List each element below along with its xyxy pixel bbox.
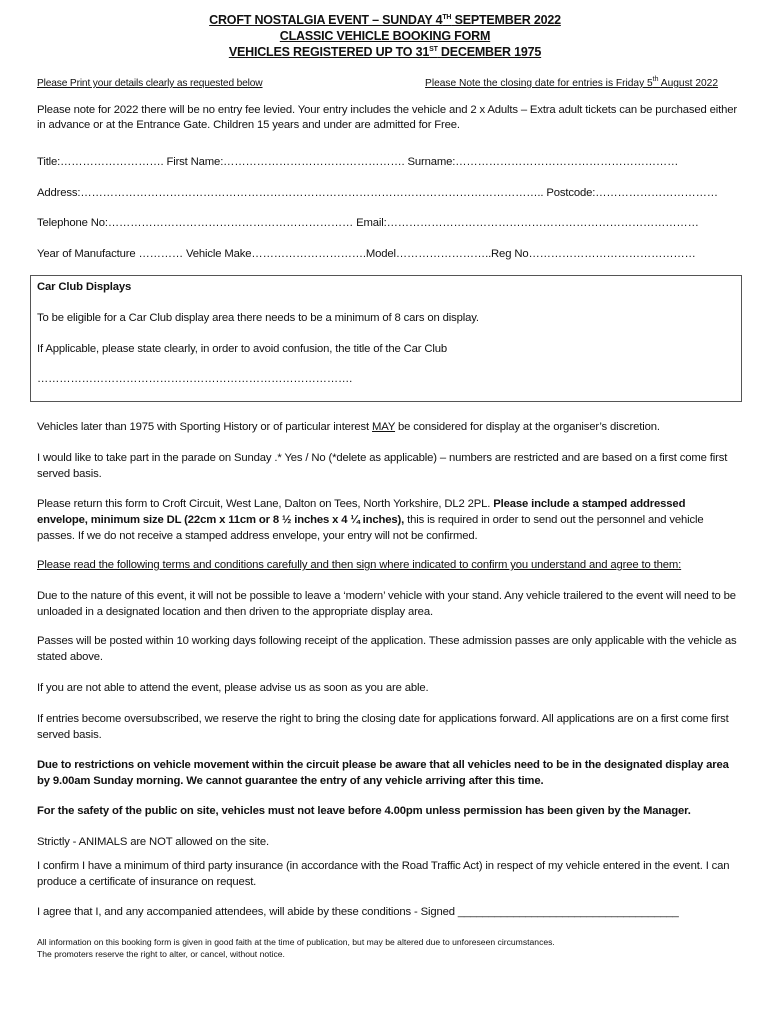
- not-able-term: If you are not able to attend the event, please advise us as soon as you are able.: [37, 682, 429, 694]
- car-club-title-field[interactable]: ………………………………………………………………………….: [37, 373, 353, 385]
- parade-option: I would like to take part in the parade on Sunday .* Yes / No (*delete as applicable) – numbers are restricted and are based on a first come first served basis.: [37, 452, 728, 480]
- later-vehicles-note: Vehicles later than 1975 with Sporting History or of particular interest MAY be considered for display at the organiser’s discretion.: [37, 421, 660, 433]
- signature-line[interactable]: I agree that I, and any accompanied attendees, will abide by these conditions - Signed ____________________________________: [37, 906, 679, 918]
- name-fields-line[interactable]: Title:………………………. First Name:…………………………………………. Surname:……………………………………………………: [37, 156, 679, 168]
- car-club-heading: Car Club Displays: [37, 281, 132, 293]
- contact-fields-line[interactable]: Telephone No:………………………………………………………… Email:…………………………………………………………………………: [37, 217, 699, 229]
- form-title: CLASSIC VEHICLE BOOKING FORM: [279, 29, 491, 43]
- registration-cutoff: VEHICLES REGISTERED UP TO 31ST DECEMBER 1975: [228, 45, 542, 59]
- print-clearly-note: Please Print your details clearly as requested below: [37, 78, 263, 89]
- event-title: CROFT NOSTALGIA EVENT – SUNDAY 4TH SEPTEMBER 2022: [209, 13, 561, 27]
- footer-disclaimer: All information on this booking form is given in good faith at the time of publication, but may be altered due to unforeseen circumstances.: [37, 937, 555, 947]
- car-club-eligibility: To be eligible for a Car Club display area there needs to be a minimum of 8 cars on display.: [37, 312, 479, 324]
- car-club-applicable: If Applicable, please state clearly, in order to avoid confusion, the title of the Car Club: [37, 343, 448, 355]
- safety-term: For the safety of the public on site, vehicles must not leave before 4.00pm unless permission has been given by the Manager.: [37, 805, 691, 817]
- passes-term: Passes will be posted within 10 working days following receipt of the application. These admission passes are only applicable with the vehicle as stated above.: [37, 635, 737, 663]
- address-fields-line[interactable]: Address:…………………………………………………………………………………………………………….. Postcode:……………………………: [37, 187, 718, 199]
- insurance-term: I confirm I have a minimum of third party insurance (in accordance with the Road Traffic Act) in respect of my vehicle entered in the event. I can produce a certificate of insurance on request.: [37, 860, 730, 888]
- animals-term: Strictly - ANIMALS are NOT allowed on the site.: [37, 836, 269, 848]
- entry-fee-note: Please note for 2022 there will be no entry fee levied. Your entry includes the vehicle and 2 x Adults – Extra adult tickets can be purchased either in advance or at the Entrance Gate. Children 15 years and under are admitted for Free.: [37, 104, 737, 131]
- modern-vehicle-term: Due to the nature of this event, it will not be possible to leave a ‘modern’ vehicle with your stand. Any vehicle trailered to the event will need to be unloaded in a designated location and then driven to the appropriate display area.: [37, 590, 736, 618]
- closing-date-note: Please Note the closing date for entries is Friday 5th August 2022: [425, 76, 718, 89]
- footer-promoters-note: The promoters reserve the right to alter, or cancel, without notice.: [37, 949, 285, 959]
- vehicle-fields-line[interactable]: Year of Manufacture ………… Vehicle Make………………………….Model……………………..Reg No………………………………………: [37, 248, 696, 260]
- return-instructions: Please return this form to Croft Circuit, West Lane, Dalton on Tees, North Yorkshire, DL2 2PL. Please include a stamped addressed envelope, minimum size DL (22cm x 11cm or 8 ½ inches x 4 ¼ inches), this is required in order to send out the personnel and vehicle passes. If we do not receive a stamped address envelope, your entry will not be confirmed.: [37, 498, 704, 542]
- terms-intro: Please read the following terms and conditions carefully and then sign where indicated to confirm you understand and agree to them:: [37, 559, 682, 571]
- vehicle-movement-term: Due to restrictions on vehicle movement within the circuit please be aware that all vehicles need to be in the designated display area by 9.00am Sunday morning. We cannot guarantee the entry of any vehicle arriving after this time.: [37, 759, 729, 787]
- oversubscribed-term: If entries become oversubscribed, we reserve the right to bring the closing date for applications forward. All applications are on a first come first served basis.: [37, 713, 729, 741]
